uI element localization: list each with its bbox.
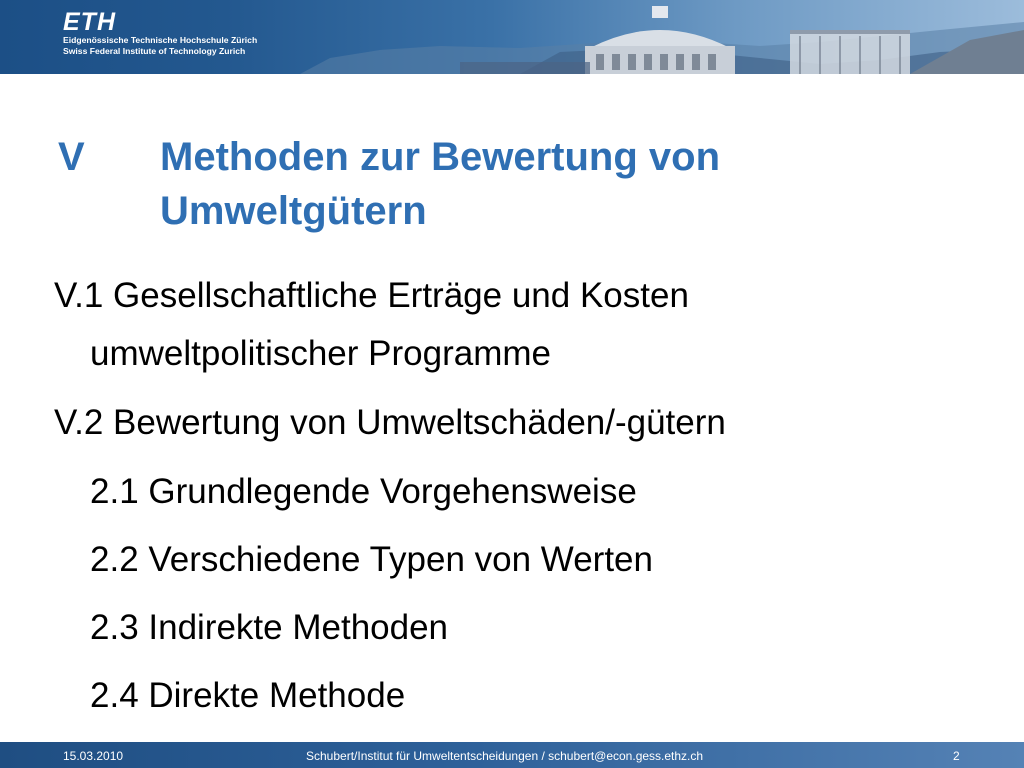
page-number: 2: [953, 749, 960, 763]
footer-date: 15.03.2010: [63, 749, 124, 763]
eth-logo: [63, 10, 257, 57]
list-subitem-2-1: 2.1 Grundlegende Vorgehensweise: [90, 472, 637, 511]
list-item-v1-continued: umweltpolitischer Programme: [90, 334, 551, 373]
title-text: [160, 130, 960, 238]
list-subitem-2-3: 2.3 Indirekte Methoden: [90, 608, 449, 647]
list-subitem-2-2: 2.2 Verschiedene Typen von Werten: [90, 540, 653, 579]
list-subitem-2-4: 2.4 Direkte Methode: [90, 676, 406, 715]
header-banner: [0, 0, 1024, 74]
institution-name-english: Swiss Federal Institute of Technology Zurich: [63, 46, 246, 56]
list-item-v1: V.1 Gesellschaftliche Erträge und Kosten: [54, 276, 689, 315]
footer-author: Schubert/Institut für Umweltentscheidungen / schubert@econ.gess.ethz.ch: [306, 749, 704, 763]
list-item-v2: V.2 Bewertung von Umweltschäden/-gütern: [54, 403, 726, 442]
eth-logo-mark: ETH: [63, 8, 116, 36]
institution-name-german: Eidgenössische Technische Hochschule Zürich: [63, 35, 258, 45]
title-line-1: Methoden zur Bewertung von: [160, 135, 720, 179]
title-number: V: [58, 135, 85, 179]
footer-bar: [0, 742, 1024, 768]
title-line-2: Umweltgütern: [160, 189, 427, 233]
